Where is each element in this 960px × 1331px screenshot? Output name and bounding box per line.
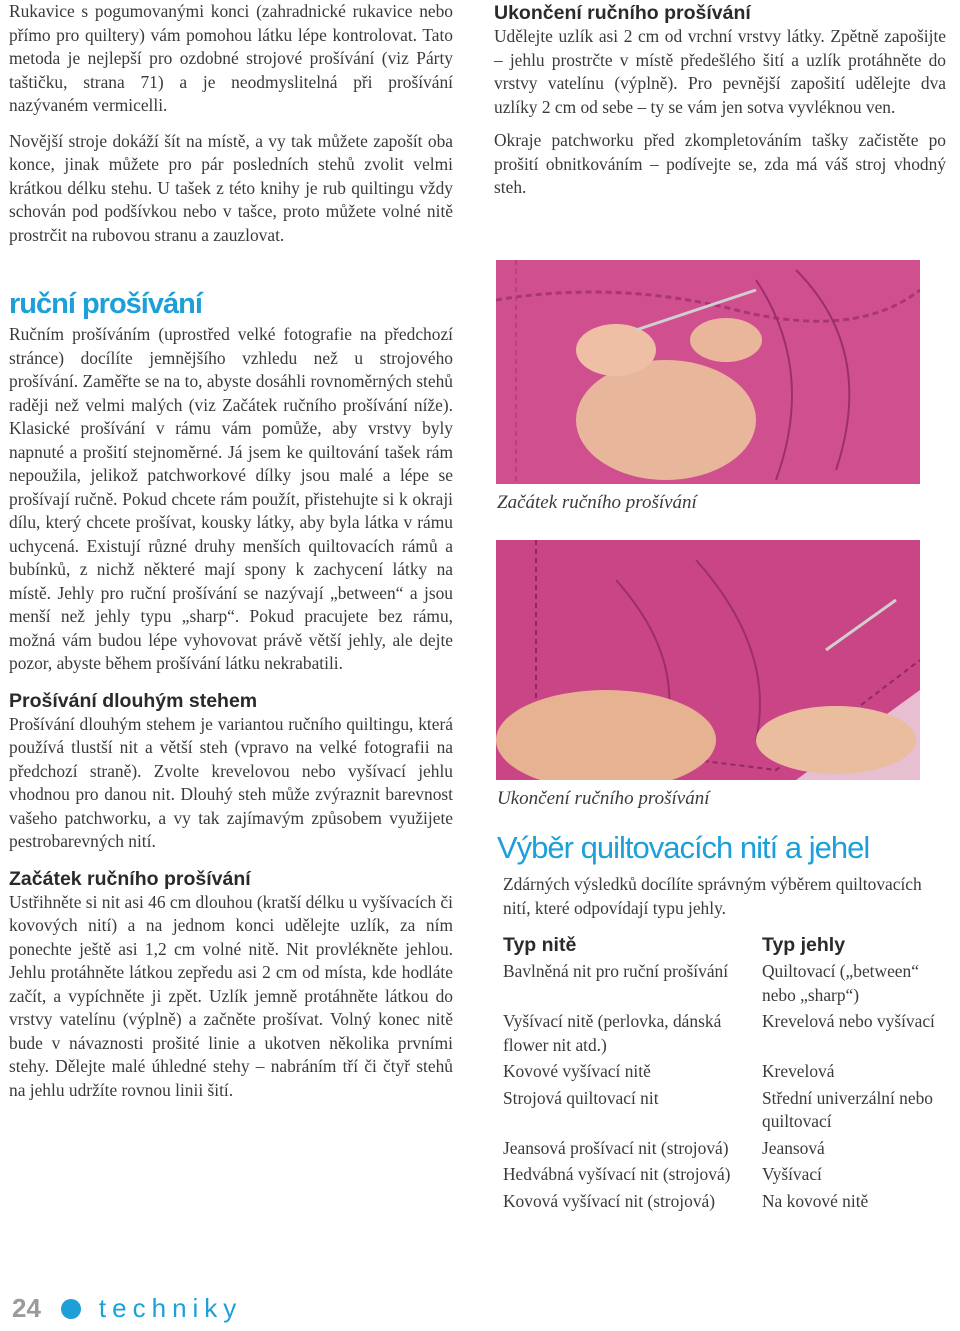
- fabric-hands-illustration-2: [496, 540, 920, 780]
- end-quilting-heading: Ukončení ručního prošívání: [494, 2, 751, 24]
- page-footer: [12, 1293, 242, 1324]
- table-row: [503, 1087, 943, 1137]
- caption-end-quilting: Ukončení ručního prošívání: [497, 788, 710, 809]
- long-stitch-text: Prošívání dlouhým stehem je variantou ručního quiltingu, která používá tlustší nit a větší steh (vpravo na velké fotografii na předchozí straně). Zvolte krevelovou nebo vyšívací jehlu vhodnou pro danou nit. Dlouhý steh může zvýraznit barevnost vašeho patchworku, a vy tak zajímavým způsobem využijete pestrobarevných nití.: [9, 713, 453, 851]
- thread-cell: Kovová vyšívací nit (strojová): [503, 1190, 716, 1211]
- table-row: [503, 1163, 943, 1190]
- caption-start-quilting: Začátek ručního prošívání: [497, 492, 697, 513]
- intro-paragraph-1: Rukavice s pogumovanými konci (zahradnické rukavice nebo přímo pro quiltery) vám pomohou látku lépe kontrolovat. Tato metoda je nejlepší pro ozdobné strojové prošívání (viz Párty taštičku, strana 71) a je neodmyslitelná při prošívání nazývaném vermicelli.: [9, 1, 453, 115]
- needle-cell: Vyšívací: [762, 1164, 822, 1184]
- photo-start-quilting: [494, 258, 922, 486]
- needle-cell: Na kovové nitě: [762, 1190, 869, 1211]
- header-thread-type: Typ nitě: [503, 934, 577, 956]
- fabric-hands-illustration-1: [496, 260, 920, 484]
- needle-cell: Krevelová: [762, 1061, 835, 1081]
- long-stitch-heading: Prošívání dlouhým stehem: [9, 689, 258, 712]
- needle-cell: Střední univerzální nebo quiltovací: [762, 1087, 933, 1131]
- needle-cell: Jeansová: [762, 1137, 825, 1158]
- edges-text: Okraje patchworku před zkompletováním tašky začistěte po prošití obnitkováním – podívejte se, zda má váš stroj vhodný steh.: [494, 130, 946, 197]
- thread-cell: Hedvábná vyšívací nit (strojová): [503, 1164, 731, 1184]
- end-quilting-text: Udělejte uzlík asi 2 cm od vrchní vrstvy látky. Zpětně zapošijte – jehlu prostrčte v místě předešlého šití a uzlík protáhněte do vrstvy vatelínu (výplně). Pro pevnější zapošití udělejte dva uzlíky 2 cm od sebe – ty se vám jen sotva vyvléknou ven.: [494, 26, 946, 117]
- right-column: [494, 0, 946, 200]
- table-row: [503, 1010, 943, 1060]
- photo-end-quilting: [494, 538, 922, 782]
- needle-cell: Quiltovací („between“ nebo „sharp“): [762, 961, 919, 1005]
- hand-quilting-heading: ruční prošívání: [9, 288, 202, 320]
- thread-cell: Strojová quiltovací nit: [503, 1087, 659, 1108]
- header-needle-type: Typ jehly: [762, 934, 846, 956]
- threads-needles-intro: Zdárných výsledků docílíte správným výběrem quiltovacích nití, které odpovídají typu jehly.: [503, 874, 922, 918]
- thread-cell: Bavlněná nit pro ruční prošívání: [503, 961, 729, 981]
- table-row: [503, 1190, 943, 1217]
- thread-cell: Vyšívací nitě (perlovka, dánská flower nit atd.): [503, 1011, 722, 1055]
- left-column: [9, 0, 453, 1102]
- thread-cell: Jeansová prošívací nit (strojová): [503, 1137, 729, 1158]
- table-row: [503, 1060, 943, 1087]
- table-row: [503, 960, 943, 1010]
- threads-needles-table: [503, 934, 943, 1216]
- table-header-row: [503, 934, 943, 960]
- start-quilting-text: Ustřihněte si nit asi 46 cm dlouhou (kratší délku u vyšívacích či kovových nití) a na jednom konci udělejte uzlík, za ním ponechte ještě asi 1,2 cm volné nitě. Nit provlékněte jehlou. Jehlu protáhněte látkou zepředu asi 2 cm od místa, kde hodláte začít, a vypíchněte ji zpět. Uzlík jemně protáhněte látkou do vrstvy vatelínu (výplně) a začněte prošívat. Volný konec nitě bude v návaznosti prošité linie a ukotven několika prvními stehy. Dělejte malé úhledné stehy – nabráním tří či čtyř stehů na jehlu udržíte rovnou linii šití.: [9, 891, 453, 1100]
- thread-cell: Kovové vyšívací nitě: [503, 1061, 651, 1081]
- start-quilting-heading: Začátek ručního prošívání: [9, 867, 251, 890]
- hand-quilting-text: Ručním prošíváním (uprostřed velké fotografie na předchozí stránce) docílíte jemnějšího vzhledu než u strojového prošívání. Zaměřte se na to, abyste dosáhli rovnoměrných stehů raději než velmi malých (viz Začátek ručního prošívání níže). Klasické prošívání v rámu vám pomůže, aby vrstvy byly napnuté a prošití stejnoměrné. Já jsem ke quiltování tašek rám nepoužila, jelikož patchworkové dílky jsou malé a lépe se prošívají ručně. Pokud chcete rám použít, přistehujte si k okraji dílu, který chcete prošívat, kousky látky, aby byla látka v rámu uchycená. Existují různé druhy menších quiltovacích rámů a bubínků, z nichž některé mají spony k zachycení látky na místě. Jehly pro ruční prošívání se nazývají „between“ a jsou menší než jehly typu „sharp“. Pokud pracujete bez rámu, možná vám budou lépe vyhovovat právě větší jehly, ale dejte pozor, abyste během prošívání látku nekrabatili.: [9, 324, 453, 673]
- threads-needles-heading: Výběr quiltovacích nití a jehel: [497, 830, 870, 865]
- table-row: [503, 1137, 943, 1164]
- bullet-dot-icon: [61, 1299, 81, 1319]
- intro-paragraph-2: Novější stroje dokáží šít na místě, a vy tak můžete zapošít oba konce, jinak můžete pro pár posledních stehů zvolit velmi krátkou délku stehu. U tašek z této knihy je rub quiltingu vždy schován pod podšívkou nebo v tašce, proto můžete volné nitě prostrčit na rubovou stranu a zauzlovat.: [9, 130, 453, 245]
- page-number: 24: [12, 1293, 41, 1323]
- needle-cell: Krevelová nebo vyšívací: [762, 1011, 935, 1031]
- section-name: techniky: [98, 1293, 243, 1323]
